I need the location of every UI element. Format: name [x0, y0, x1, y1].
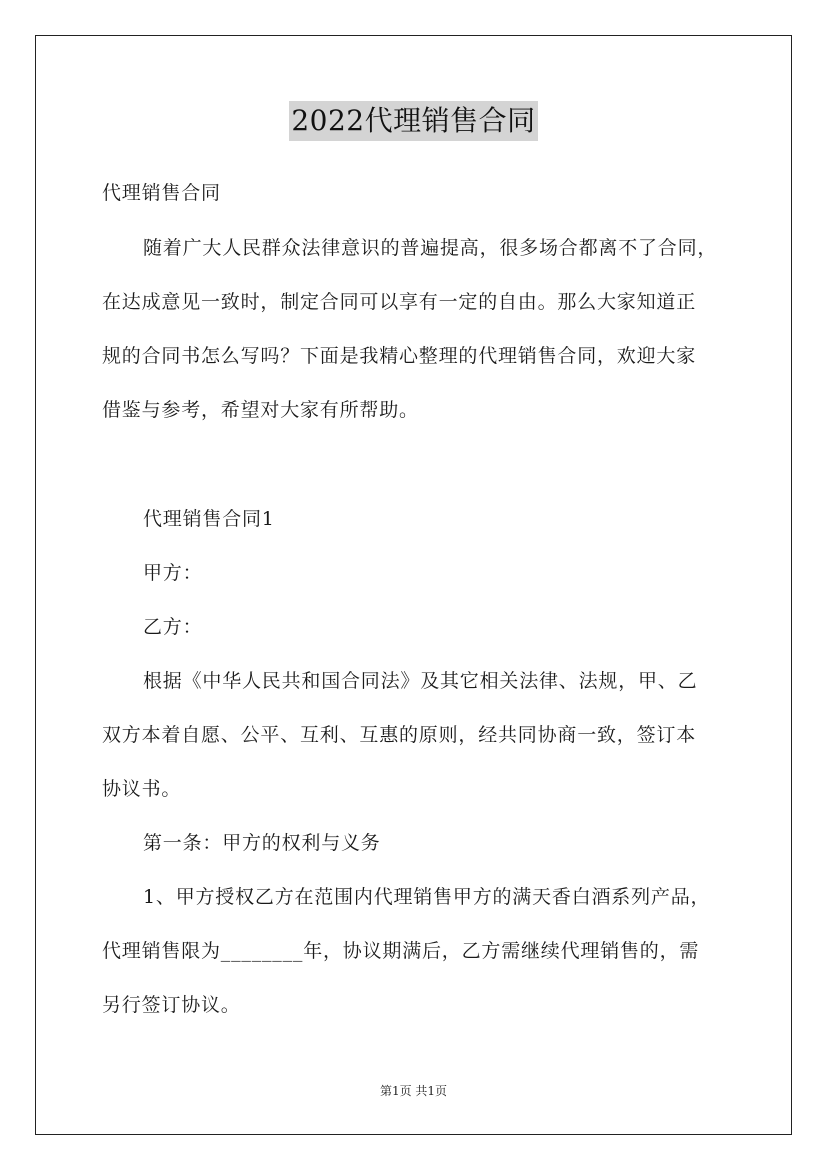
- intro-line-3: 规的合同书怎么写吗？下面是我精心整理的代理销售合同，欢迎大家: [102, 345, 697, 367]
- intro-line-1: 随着广大人民群众法律意识的普遍提高，很多场合都离不了合同，: [143, 237, 718, 259]
- clause-intro-line-2: 双方本着自愿、公平、互利、互惠的原则，经共同协商一致，签订本: [102, 724, 697, 746]
- page-footer: 第1页 共1页: [379, 1084, 448, 1098]
- section-heading: 代理销售合同1: [143, 508, 275, 530]
- party-b-label: 乙方：: [143, 616, 203, 638]
- article-1-item-1-line-1: 1、甲方授权乙方在范围内代理销售甲方的满天香白酒系列产品，: [143, 886, 711, 908]
- title-wrapper: [0, 101, 827, 141]
- article-1-item-1-line-2: 代理销售限为________年，协议期满后，乙方需继续代理销售的，需: [102, 940, 700, 962]
- intro-line-4: 借鉴与参考，希望对大家有所帮助。: [102, 399, 419, 421]
- clause-intro-line-3: 协议书。: [102, 778, 182, 800]
- document-title: 2022代理销售合同: [289, 101, 537, 141]
- intro-line-2: 在达成意见一致时，制定合同可以享有一定的自由。那么大家知道正: [102, 291, 697, 313]
- article-1-item-1-line-3: 另行签订协议。: [102, 994, 241, 1016]
- article-1-heading: 第一条：甲方的权利与义务: [143, 832, 381, 854]
- document-subtitle: 代理销售合同: [102, 182, 221, 204]
- clause-intro-line-1: 根据《中华人民共和国合同法》及其它相关法律、法规，甲、乙: [143, 670, 698, 692]
- party-a-label: 甲方：: [143, 562, 203, 584]
